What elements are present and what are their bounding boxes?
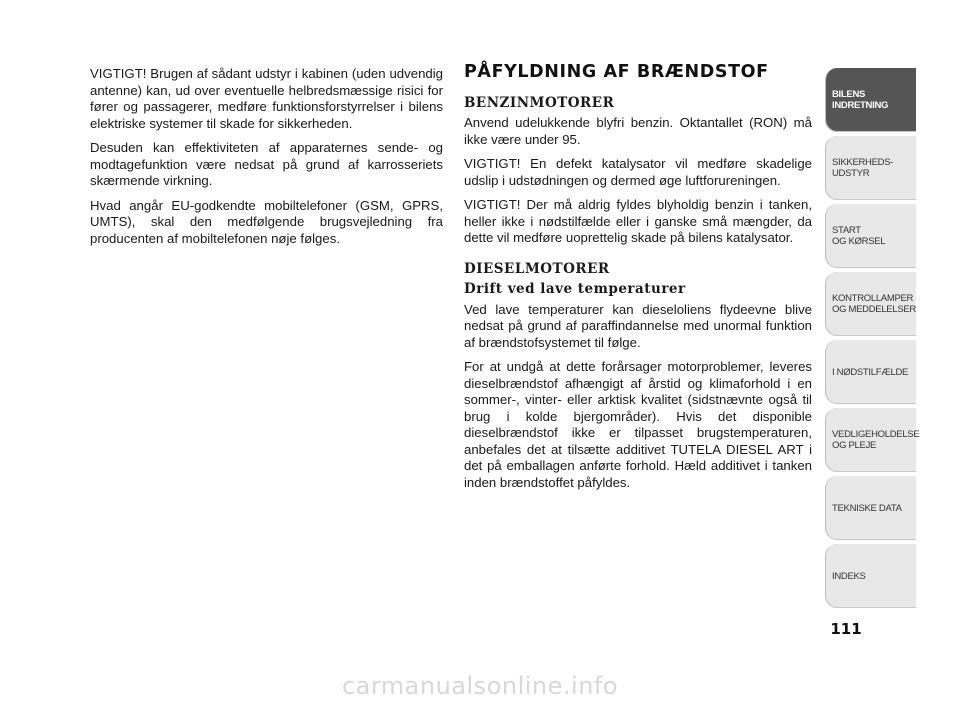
- tab-start-og-korsel[interactable]: START OG KØRSEL: [825, 204, 916, 268]
- tab-i-nodstilfaelde[interactable]: I NØDSTILFÆLDE: [825, 340, 916, 404]
- page-title: PÅFYLDNING AF BRÆNDSTOF: [464, 62, 769, 82]
- heading-diesel-engines: DIESELMOTORER: [464, 260, 610, 277]
- tab-kontrollamper[interactable]: KONTROLLAMPER OG MEDDELELSER: [825, 272, 916, 336]
- paragraph-mobile-phones: Hvad angår EU-godkendte mobiltelefoner (GSM, GPRS, UMTS), skal den medfølgende brugsvejledning fra producenten af mobiltelefonen nøje følges.: [90, 197, 443, 246]
- paragraph-paraffin: Ved lave temperaturer kan dieseloliens flydeevne blive nedsat på grund af paraffindannelse med unormal funktion af brændstofsystemet til følge.: [464, 301, 812, 350]
- right-column: [454, 64, 812, 499]
- page-number: 111: [830, 620, 862, 638]
- paragraph-catalyst-warning: VIGTIGT! En defekt katalysator vil medføre skadelige udslip i udstødningen og dermed øge luftforureningen.: [464, 156, 812, 188]
- paragraph-antenna-warning: VIGTIGT! Brugen af sådant udstyr i kabinen (uden udvendig antenne) kan, ud over eventuelle helbredsmæssige risici for fører og passagerer, medføre funktionsforstyrrelser i bilens elektriske systemer til skade for sikkerheden.: [90, 66, 443, 131]
- paragraph-leaded-warning: VIGTIGT! Der må aldrig fyldes blyholdig benzin i tanken, heller ikke i nødstilfælde eller i ganske små mængder, da dette vil medføre uoprettelig skade på bilens katalysator.: [464, 197, 812, 245]
- tab-bilens-indretning[interactable]: BILENS INDRETNING: [825, 68, 916, 132]
- paragraph-diesel-additive: For at undgå at dette forårsager motorproblemer, leveres dieselbrændstof afhængigt af årstid og klimaforhold i en sommer-, vinter- eller arktisk kvalitet (sidstnævnte også til brug i kolde bjergområder). Hvis det disponible dieselbrændstof ikke er tilpasset brugstemperaturen, anbefales det at tilsætte additivet TUTELA DIESEL ART i det på emballagen anførte forhold. Hæld additivet i tanken inden brændstoffet påfyldes.: [464, 359, 812, 490]
- paragraph-unleaded: Anvend udelukkende blyfri benzin. Oktantallet (RON) må ikke være under 95.: [464, 115, 812, 147]
- tab-vedligeholdelse[interactable]: VEDLIGEHOLDELSE OG PLEJE: [825, 408, 916, 472]
- left-column: [90, 66, 443, 255]
- paragraph-shielding: Desuden kan effektiviteten af apparaternes sende- og modtagefunktion være nedsat på grund af karrosseriets skærmende virkning.: [90, 140, 443, 188]
- tab-tekniske-data[interactable]: TEKNISKE DATA: [825, 476, 916, 540]
- heading-petrol-engines: BENZINMOTORER: [464, 94, 615, 111]
- watermark: carmanualsonline.info: [341, 672, 619, 700]
- chapter-tabs: [825, 68, 920, 612]
- subheading-low-temperatures: Drift ved lave temperaturer: [464, 281, 686, 297]
- tab-sikkerhedsudstyr[interactable]: SIKKERHEDS- UDSTYR: [825, 136, 916, 200]
- tab-indeks[interactable]: INDEKS: [825, 544, 916, 608]
